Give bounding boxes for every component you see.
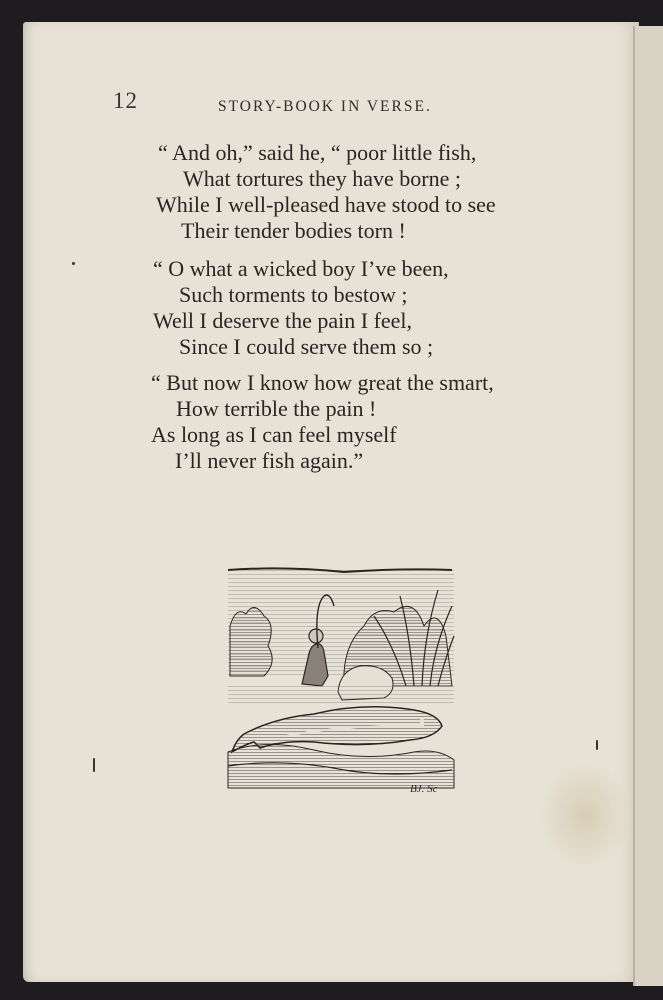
verse-line: While I well-pleased have stood to see bbox=[156, 192, 496, 217]
verse-line: Their tender bodies torn ! bbox=[181, 218, 406, 243]
woodcut-illustration bbox=[224, 566, 456, 792]
paper-stain bbox=[540, 760, 630, 870]
verse-line: What tortures they have borne ; bbox=[183, 166, 461, 191]
engraver-signature: BJ. Sc bbox=[410, 783, 438, 795]
running-head: STORY-BOOK IN VERSE. bbox=[218, 98, 432, 115]
facing-page-edge bbox=[633, 26, 663, 986]
ink-mark bbox=[93, 758, 95, 772]
verse-line: “ O what a wicked boy I’ve been, bbox=[153, 256, 449, 281]
verse-line: Well I deserve the pain I feel, bbox=[153, 308, 413, 333]
verse-line: “ But now I know how great the smart, bbox=[151, 370, 494, 395]
ink-speck bbox=[72, 262, 75, 265]
verse-line: Since I could serve them so ; bbox=[179, 334, 434, 359]
verse-line: Such torments to bestow ; bbox=[179, 282, 408, 307]
verse-line: “ And oh,” said he, “ poor little fish, bbox=[158, 140, 477, 165]
verse-line: How terrible the pain ! bbox=[176, 396, 377, 421]
ink-mark bbox=[596, 740, 598, 750]
verse-line: As long as I can feel myself bbox=[151, 422, 397, 447]
page-number: 12 bbox=[113, 88, 138, 113]
verse-line: I’ll never fish again.” bbox=[175, 448, 364, 473]
